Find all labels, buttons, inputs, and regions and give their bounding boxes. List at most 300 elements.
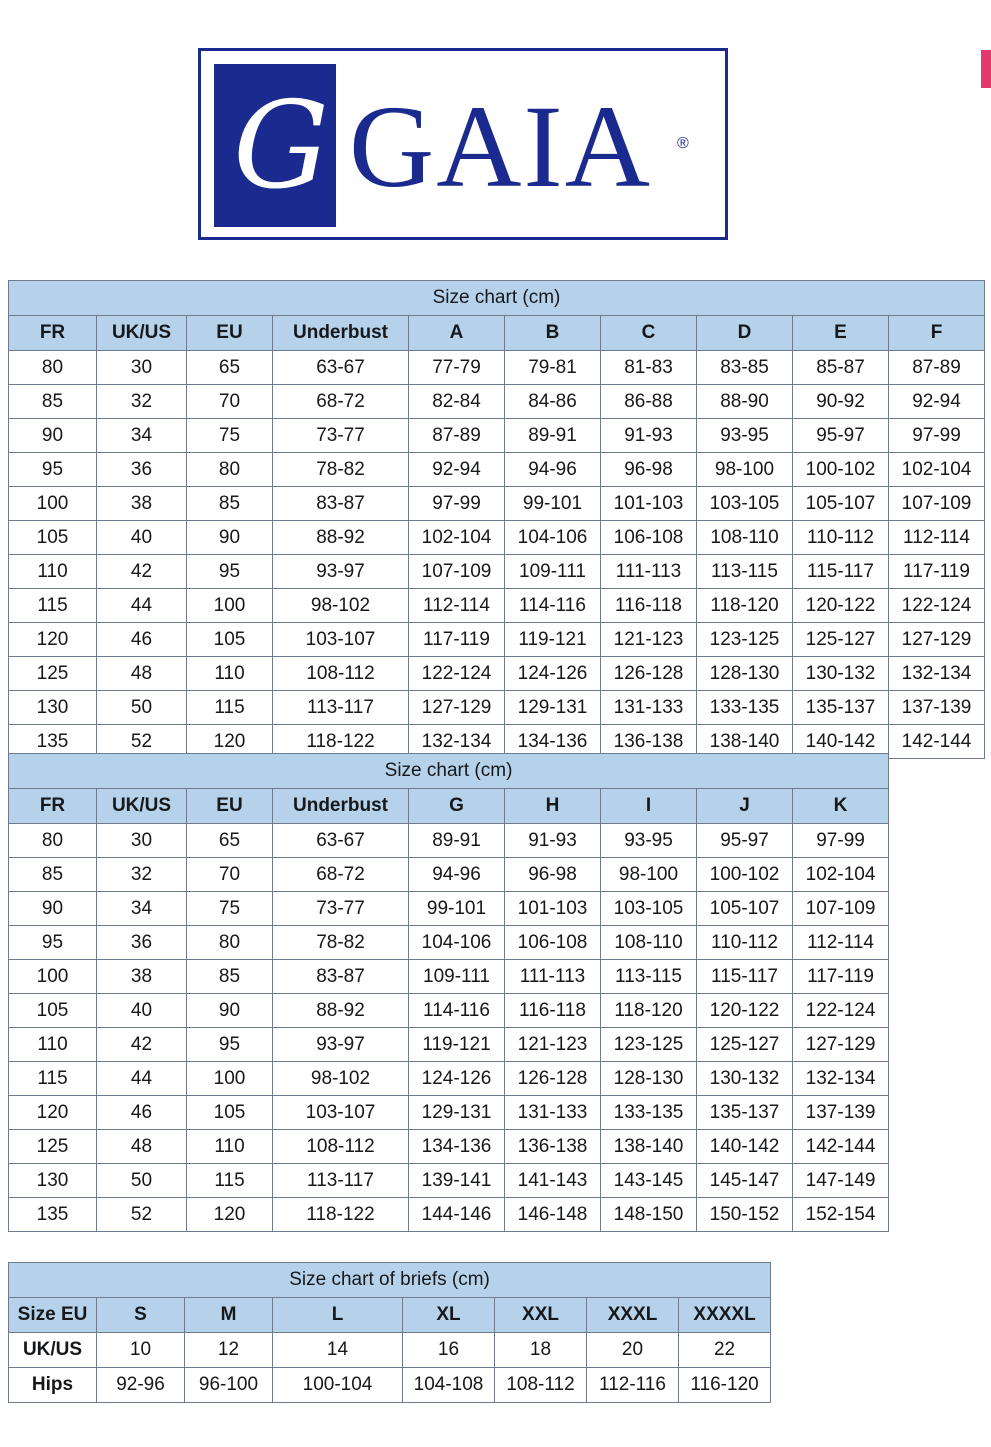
table-cell: 96-100 <box>185 1368 273 1403</box>
table-cell: 100-104 <box>273 1368 403 1403</box>
table-row <box>9 1198 889 1232</box>
table-cell: 112-116 <box>587 1368 679 1403</box>
table-cell: 103-105 <box>601 892 697 926</box>
table-cell: 83-85 <box>697 351 793 385</box>
table-cell: 100 <box>187 589 273 623</box>
pink-edge-marker <box>981 50 991 88</box>
table-cell: 16 <box>403 1333 495 1368</box>
table-cell: 46 <box>97 1096 187 1130</box>
table-cell: 20 <box>587 1333 679 1368</box>
table-cell: 63-67 <box>273 824 409 858</box>
table-cell: 125 <box>9 657 97 691</box>
table-cell: 93-97 <box>273 1028 409 1062</box>
table-cell: 105 <box>9 994 97 1028</box>
table-cell: 147-149 <box>793 1164 889 1198</box>
table-cell: 135 <box>9 725 97 759</box>
table-cell: 87-89 <box>409 419 505 453</box>
column-header: H <box>505 789 601 824</box>
table-cell: 119-121 <box>505 623 601 657</box>
table-cell: 80 <box>9 351 97 385</box>
table-cell: 44 <box>97 1062 187 1096</box>
table-cell: 95-97 <box>697 824 793 858</box>
table-title-row <box>9 281 985 316</box>
table-cell: 84-86 <box>505 385 601 419</box>
table-cell: 38 <box>97 487 187 521</box>
table-cell: 97-99 <box>409 487 505 521</box>
table-cell: 100 <box>9 960 97 994</box>
table-cell: 90-92 <box>793 385 889 419</box>
table-cell: 100-102 <box>793 453 889 487</box>
table-cell: 107-109 <box>409 555 505 589</box>
table-cell: 135-137 <box>697 1096 793 1130</box>
table-cell: 88-92 <box>273 521 409 555</box>
table-cell: 119-121 <box>409 1028 505 1062</box>
table-cell: 73-77 <box>273 892 409 926</box>
table-cell: 87-89 <box>889 351 985 385</box>
table-cell: 90 <box>9 419 97 453</box>
table-cell: 148-150 <box>601 1198 697 1232</box>
table-cell: 44 <box>97 589 187 623</box>
table-cell: 95 <box>9 926 97 960</box>
table-cell: 110-112 <box>793 521 889 555</box>
table-row <box>9 960 889 994</box>
table-cell: 120 <box>9 623 97 657</box>
table-cell: 77-79 <box>409 351 505 385</box>
table-row <box>9 351 985 385</box>
table-cell: 18 <box>495 1333 587 1368</box>
table-cell: 115-117 <box>793 555 889 589</box>
table-cell: 108-110 <box>697 521 793 555</box>
table-cell: 102-104 <box>409 521 505 555</box>
table-cell: 114-116 <box>505 589 601 623</box>
table-cell: 120 <box>187 725 273 759</box>
table-cell: 80 <box>187 453 273 487</box>
table-cell: 83-87 <box>273 960 409 994</box>
table-cell: 109-111 <box>409 960 505 994</box>
table-cell: 85 <box>187 487 273 521</box>
table-cell: 98-102 <box>273 589 409 623</box>
table-cell: 144-146 <box>409 1198 505 1232</box>
table-cell: 100-102 <box>697 858 793 892</box>
table-cell: 137-139 <box>793 1096 889 1130</box>
table-cell: 40 <box>97 994 187 1028</box>
column-header: XL <box>403 1298 495 1333</box>
column-header: J <box>697 789 793 824</box>
table-cell: 117-119 <box>889 555 985 589</box>
table-cell: 30 <box>97 824 187 858</box>
table-cell: 110 <box>187 657 273 691</box>
table-cell: 117-119 <box>793 960 889 994</box>
table-cell: 36 <box>97 926 187 960</box>
table-cell: 34 <box>97 892 187 926</box>
table-cell: 113-115 <box>601 960 697 994</box>
table-cell: 121-123 <box>505 1028 601 1062</box>
table-row <box>9 657 985 691</box>
column-header: C <box>601 316 697 351</box>
table-cell: 118-122 <box>273 1198 409 1232</box>
table-cell: 78-82 <box>273 926 409 960</box>
table-cell: 92-94 <box>409 453 505 487</box>
table-cell: 68-72 <box>273 385 409 419</box>
table-cell: 126-128 <box>601 657 697 691</box>
column-header: K <box>793 789 889 824</box>
table-cell: 113-115 <box>697 555 793 589</box>
table-cell: 93-97 <box>273 555 409 589</box>
table-cell: 94-96 <box>409 858 505 892</box>
table-cell: 127-129 <box>889 623 985 657</box>
table-cell: 112-114 <box>889 521 985 555</box>
table-cell: 50 <box>97 1164 187 1198</box>
table-cell: 85 <box>9 858 97 892</box>
table-header-row <box>9 1298 771 1333</box>
table-cell: 145-147 <box>697 1164 793 1198</box>
table-cell: 132-134 <box>889 657 985 691</box>
column-header: E <box>793 316 889 351</box>
table-cell: 118-120 <box>601 994 697 1028</box>
table-cell: 133-135 <box>697 691 793 725</box>
table-row <box>9 994 889 1028</box>
table-cell: 93-95 <box>697 419 793 453</box>
size-chart-table <box>8 1262 771 1403</box>
table-row <box>9 858 889 892</box>
table-title: Size chart of briefs (cm) <box>9 1263 771 1298</box>
table-cell: 36 <box>97 453 187 487</box>
table-cell: 116-118 <box>601 589 697 623</box>
table-cell: 103-107 <box>273 623 409 657</box>
table-cell: 95-97 <box>793 419 889 453</box>
table-cell: 122-124 <box>409 657 505 691</box>
table-cell: 52 <box>97 1198 187 1232</box>
table-title: Size chart (cm) <box>9 281 985 316</box>
table-cell: 127-129 <box>793 1028 889 1062</box>
table-cell: 142-144 <box>889 725 985 759</box>
table-cell: 130 <box>9 1164 97 1198</box>
table-cell: 90 <box>9 892 97 926</box>
table-cell: 138-140 <box>601 1130 697 1164</box>
table-cell: 124-126 <box>409 1062 505 1096</box>
column-header: XXXL <box>587 1298 679 1333</box>
table-cell: 70 <box>187 385 273 419</box>
table-row <box>9 926 889 960</box>
table-cell: 93-95 <box>601 824 697 858</box>
table-row <box>9 623 985 657</box>
table-cell: 97-99 <box>889 419 985 453</box>
table-cell: 120-122 <box>793 589 889 623</box>
table-cell: 104-106 <box>505 521 601 555</box>
table-cell: 107-109 <box>793 892 889 926</box>
table-cell: 133-135 <box>601 1096 697 1130</box>
table-cell: 90 <box>187 521 273 555</box>
table-cell: 48 <box>97 657 187 691</box>
table-cell: 101-103 <box>601 487 697 521</box>
table-cell: 82-84 <box>409 385 505 419</box>
table-cell: 136-138 <box>505 1130 601 1164</box>
table-cell: 68-72 <box>273 858 409 892</box>
table-header-row <box>9 789 889 824</box>
table-cell: 122-124 <box>889 589 985 623</box>
table-cell: 97-99 <box>793 824 889 858</box>
table-cell: 110 <box>9 1028 97 1062</box>
table-cell: 135 <box>9 1198 97 1232</box>
table-cell: 92-94 <box>889 385 985 419</box>
column-header: I <box>601 789 697 824</box>
column-header: UK/US <box>97 789 187 824</box>
table-cell: 105 <box>9 521 97 555</box>
table-row <box>9 385 985 419</box>
table-cell: 46 <box>97 623 187 657</box>
table-row <box>9 589 985 623</box>
table-cell: 99-101 <box>505 487 601 521</box>
table-cell: 104-106 <box>409 926 505 960</box>
table-cell: 38 <box>97 960 187 994</box>
table-cell: 107-109 <box>889 487 985 521</box>
table-cell: 85 <box>187 960 273 994</box>
table-cell: 108-112 <box>495 1368 587 1403</box>
table-cell: 42 <box>97 1028 187 1062</box>
table-cell: 121-123 <box>601 623 697 657</box>
table-cell: 123-125 <box>697 623 793 657</box>
table-cell: 129-131 <box>505 691 601 725</box>
table-row <box>9 691 985 725</box>
table-cell: 122-124 <box>793 994 889 1028</box>
table-cell: 142-144 <box>793 1130 889 1164</box>
table-cell: 139-141 <box>409 1164 505 1198</box>
table-cell: 91-93 <box>505 824 601 858</box>
table-cell: 123-125 <box>601 1028 697 1062</box>
column-header: A <box>409 316 505 351</box>
table-cell: 143-145 <box>601 1164 697 1198</box>
table-cell: 78-82 <box>273 453 409 487</box>
table-cell: 34 <box>97 419 187 453</box>
table-cell: 110 <box>187 1130 273 1164</box>
table-cell: 135-137 <box>793 691 889 725</box>
table-cell: 125-127 <box>793 623 889 657</box>
table-cell: 100 <box>187 1062 273 1096</box>
brand-logo <box>198 48 728 240</box>
table-cell: 88-90 <box>697 385 793 419</box>
table-cell: 118-120 <box>697 589 793 623</box>
table-cell: 108-112 <box>273 1130 409 1164</box>
registered-trademark-icon: ® <box>677 135 689 152</box>
table-cell: 131-133 <box>505 1096 601 1130</box>
table-cell: 85-87 <box>793 351 889 385</box>
table-row <box>9 1062 889 1096</box>
table-cell: 112-114 <box>793 926 889 960</box>
table-cell: 96-98 <box>601 453 697 487</box>
column-header: G <box>409 789 505 824</box>
table-cell: 42 <box>97 555 187 589</box>
table-cell: 108-112 <box>273 657 409 691</box>
table-cell: 140-142 <box>793 725 889 759</box>
logo-monogram: G <box>233 77 329 216</box>
column-header: FR <box>9 789 97 824</box>
column-header: Underbust <box>273 789 409 824</box>
size-chart-table <box>8 753 889 1232</box>
table-cell: 81-83 <box>601 351 697 385</box>
table-cell: 109-111 <box>505 555 601 589</box>
column-header: L <box>273 1298 403 1333</box>
table-cell: 88-92 <box>273 994 409 1028</box>
column-header: Size EU <box>9 1298 97 1333</box>
table-cell: 115 <box>9 1062 97 1096</box>
table-cell: 132-134 <box>793 1062 889 1096</box>
table-cell: 32 <box>97 385 187 419</box>
table-row <box>9 1028 889 1062</box>
table-cell: 126-128 <box>505 1062 601 1096</box>
table-cell: 70 <box>187 858 273 892</box>
table-cell: 80 <box>9 824 97 858</box>
table-cell: 14 <box>273 1333 403 1368</box>
table-row <box>9 892 889 926</box>
column-header: B <box>505 316 601 351</box>
table-cell: 140-142 <box>697 1130 793 1164</box>
table-cell: 103-107 <box>273 1096 409 1130</box>
table-cell: 115-117 <box>697 960 793 994</box>
table-cell: 48 <box>97 1130 187 1164</box>
table-cell: 120 <box>187 1198 273 1232</box>
table-cell: 83-87 <box>273 487 409 521</box>
table-cell: 132-134 <box>409 725 505 759</box>
table-cell: 101-103 <box>505 892 601 926</box>
column-header: UK/US <box>97 316 187 351</box>
table-cell: 89-91 <box>409 824 505 858</box>
table-cell: 117-119 <box>409 623 505 657</box>
table-cell: 32 <box>97 858 187 892</box>
brand-logo-inner <box>201 51 725 237</box>
table-cell: 134-136 <box>505 725 601 759</box>
table-cell: 116-120 <box>679 1368 771 1403</box>
table-row <box>9 453 985 487</box>
table-cell: 152-154 <box>793 1198 889 1232</box>
table-cell: 102-104 <box>793 858 889 892</box>
table-cell: 115 <box>9 589 97 623</box>
column-header: XXXXL <box>679 1298 771 1333</box>
table-cell: 105 <box>187 1096 273 1130</box>
table-cell: 108-110 <box>601 926 697 960</box>
table-cell: 75 <box>187 419 273 453</box>
table-cell: Hips <box>9 1368 97 1403</box>
table-cell: 125 <box>9 1130 97 1164</box>
table-cell: 86-88 <box>601 385 697 419</box>
table-row <box>9 1130 889 1164</box>
column-header: S <box>97 1298 185 1333</box>
table-cell: 96-98 <box>505 858 601 892</box>
table-cell: 128-130 <box>601 1062 697 1096</box>
table-cell: 89-91 <box>505 419 601 453</box>
table-cell: 125-127 <box>697 1028 793 1062</box>
table-cell: 130-132 <box>793 657 889 691</box>
table-cell: 79-81 <box>505 351 601 385</box>
table-cell: 115 <box>187 1164 273 1198</box>
table-cell: 105-107 <box>697 892 793 926</box>
table-cell: 85 <box>9 385 97 419</box>
table-row <box>9 1096 889 1130</box>
table-cell: 92-96 <box>97 1368 185 1403</box>
table-cell: 52 <box>97 725 187 759</box>
column-header: M <box>185 1298 273 1333</box>
table-cell: 98-100 <box>601 858 697 892</box>
table-cell: 73-77 <box>273 419 409 453</box>
table-cell: 127-129 <box>409 691 505 725</box>
table-row <box>9 521 985 555</box>
table-row <box>9 1333 771 1368</box>
table-cell: 40 <box>97 521 187 555</box>
table-row <box>9 487 985 521</box>
table-cell: 63-67 <box>273 351 409 385</box>
table-cell: 113-117 <box>273 691 409 725</box>
table-cell: 141-143 <box>505 1164 601 1198</box>
table-cell: 91-93 <box>601 419 697 453</box>
table-cell: 129-131 <box>409 1096 505 1130</box>
table-title: Size chart (cm) <box>9 754 889 789</box>
table-cell: 146-148 <box>505 1198 601 1232</box>
table-title-row <box>9 1263 771 1298</box>
table-cell: 95 <box>187 555 273 589</box>
table-cell: 98-100 <box>697 453 793 487</box>
table-cell: 130-132 <box>697 1062 793 1096</box>
column-header: F <box>889 316 985 351</box>
table-cell: 99-101 <box>409 892 505 926</box>
table-cell: 134-136 <box>409 1130 505 1164</box>
table-cell: 102-104 <box>889 453 985 487</box>
table-cell: 22 <box>679 1333 771 1368</box>
table-cell: 118-122 <box>273 725 409 759</box>
table-cell: 98-102 <box>273 1062 409 1096</box>
table-cell: 80 <box>187 926 273 960</box>
table-cell: 115 <box>187 691 273 725</box>
table-cell: 111-113 <box>505 960 601 994</box>
table-title-row <box>9 754 889 789</box>
table-cell: 110 <box>9 555 97 589</box>
table-cell: 114-116 <box>409 994 505 1028</box>
table-cell: 50 <box>97 691 187 725</box>
table-row <box>9 555 985 589</box>
table-cell: 113-117 <box>273 1164 409 1198</box>
table-cell: 30 <box>97 351 187 385</box>
table-cell: 138-140 <box>697 725 793 759</box>
table-cell: 100 <box>9 487 97 521</box>
table-cell: 110-112 <box>697 926 793 960</box>
column-header: XXL <box>495 1298 587 1333</box>
table-cell: 103-105 <box>697 487 793 521</box>
logo-wordmark: GAIA <box>349 81 652 212</box>
column-header: D <box>697 316 793 351</box>
table-cell: 131-133 <box>601 691 697 725</box>
column-header: EU <box>187 789 273 824</box>
size-chart-table <box>8 280 985 759</box>
table-cell: 116-118 <box>505 994 601 1028</box>
table-row <box>9 1164 889 1198</box>
table-cell: 106-108 <box>505 926 601 960</box>
column-header: FR <box>9 316 97 351</box>
table-row <box>9 1368 771 1403</box>
table-cell: 65 <box>187 351 273 385</box>
table-cell: 94-96 <box>505 453 601 487</box>
table-header-row <box>9 316 985 351</box>
table-cell: 120 <box>9 1096 97 1130</box>
table-cell: 12 <box>185 1333 273 1368</box>
table-cell: 137-139 <box>889 691 985 725</box>
table-row <box>9 419 985 453</box>
table-cell: 95 <box>187 1028 273 1062</box>
table-cell: 75 <box>187 892 273 926</box>
column-header: Underbust <box>273 316 409 351</box>
table-cell: 104-108 <box>403 1368 495 1403</box>
table-cell: 111-113 <box>601 555 697 589</box>
table-cell: 105 <box>187 623 273 657</box>
table-cell: 90 <box>187 994 273 1028</box>
table-cell: 65 <box>187 824 273 858</box>
